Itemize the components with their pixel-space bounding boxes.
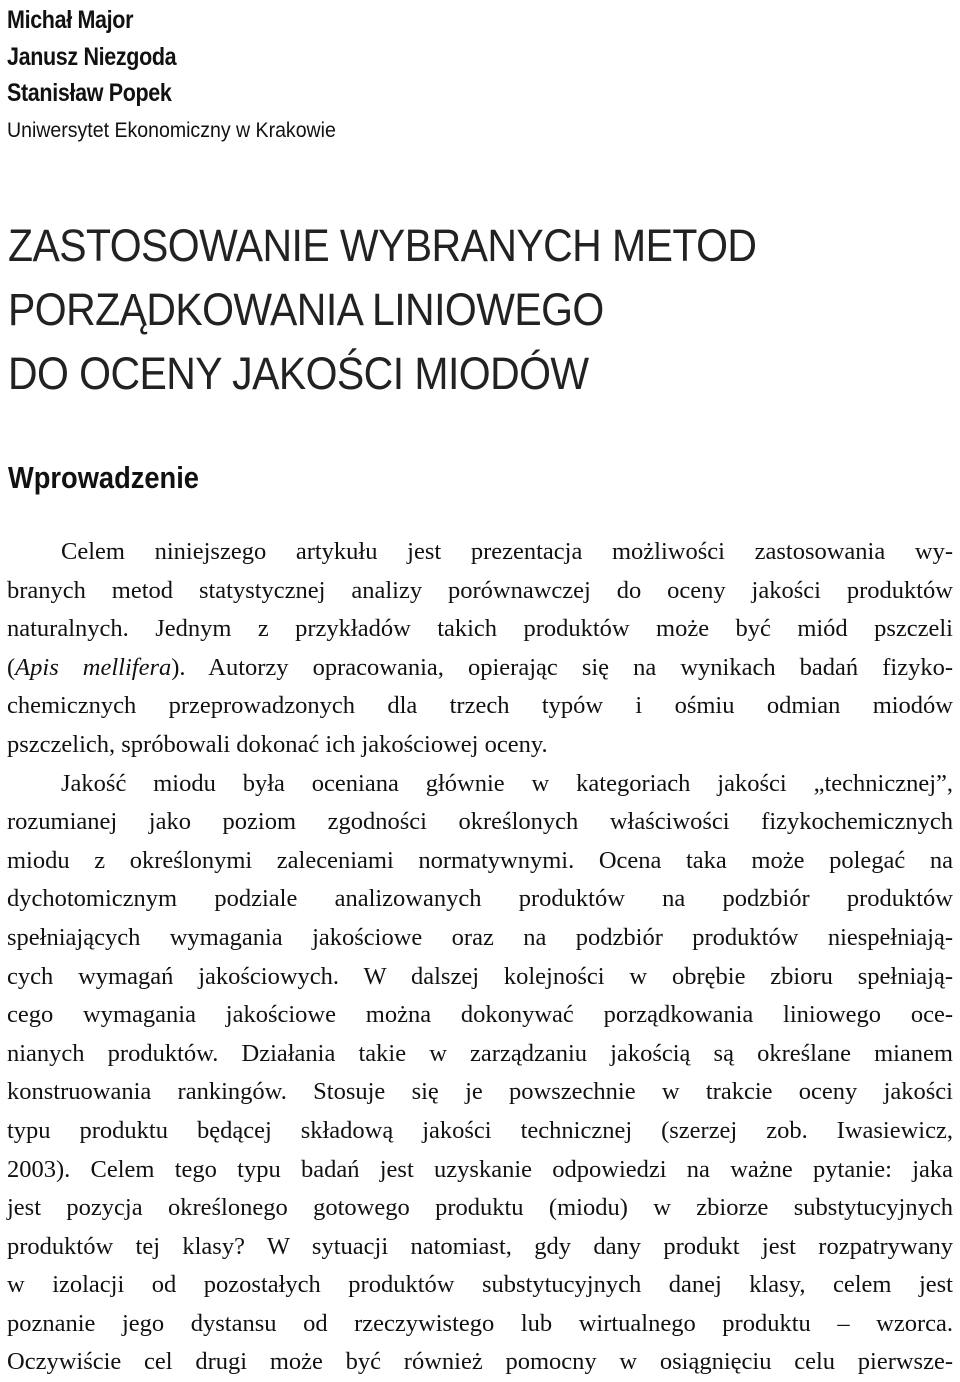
- author-name: Stanisław Popek: [7, 79, 172, 107]
- paragraph-line: dychotomicznym podziale analizowanych produktów na podzbiór produktów: [7, 885, 953, 913]
- paragraph-line: 2003). Celem tego typu badań jest uzyskanie odpowiedzi na ważne pytanie: jaka: [7, 1155, 953, 1183]
- paragraph-line: Jakość miodu była oceniana głównie w kategoriach jakości „technicznej”,: [61, 769, 953, 797]
- paragraph-line: cego wymagania jakościowe można dokonywać porządkowania liniowego oce-: [7, 1001, 953, 1029]
- paragraph-line: produktów tej klasy? W sytuacji natomiast, gdy dany produkt jest rozpatrywany: [7, 1232, 953, 1260]
- author-name: Michał Major: [7, 6, 134, 34]
- paragraph-line: konstruowania rankingów. Stosuje się je powszechnie w trakcie oceny jakości: [7, 1078, 953, 1106]
- title-line: ZASTOSOWANIE WYBRANYCH METOD: [8, 220, 757, 271]
- title-line: PORZĄDKOWANIA LINIOWEGO: [8, 284, 604, 335]
- paragraph-line: poznanie jego dystansu od rzeczywistego lub wirtualnego produktu – wzorca.: [7, 1309, 953, 1337]
- paragraph-line: miodu z określonymi zaleceniami normatywnymi. Ocena taka może polegać na: [7, 846, 953, 874]
- section-heading: Wprowadzenie: [8, 460, 199, 495]
- title-line: DO OCENY JAKOŚCI MIODÓW: [8, 348, 589, 399]
- paragraph-line: (Apis mellifera). Autorzy opracowania, opierając się na wynikach badań fizyko-: [7, 653, 953, 681]
- author-name: Janusz Niezgoda: [7, 42, 177, 71]
- paragraph-line: Celem niniejszego artykułu jest prezentacja możliwości zastosowania wy-: [61, 538, 953, 565]
- paragraph-line: nianych produktów. Działania takie w zarządzaniu jakością są określane mianem: [7, 1039, 953, 1067]
- paragraph-line: branych metod statystycznej analizy porównawczej do oceny jakości produktów: [7, 576, 953, 604]
- author-block: [7, 2, 361, 146]
- paper-title: [8, 214, 830, 406]
- paragraph-line: pszczelich, spróbowali dokonać ich jakościowej oceny.: [7, 730, 548, 758]
- paragraph-line: Oczywiście cel drugi może być również pomocny w osiągnięciu celu pierwsze-: [7, 1348, 953, 1376]
- paragraph-line: typu produktu będącej składową jakości technicznej (szerzej zob. Iwasiewicz,: [7, 1116, 953, 1144]
- affiliation: Uniwersytet Ekonomiczny w Krakowie: [7, 118, 336, 142]
- paragraph-line: spełniających wymagania jakościowe oraz na podzbiór produktów niespełniają-: [7, 923, 953, 951]
- paragraph-line: rozumianej jako poziom zgodności określonych właściwości fizykochemicznych: [7, 808, 953, 836]
- paragraph-line: cych wymagań jakościowych. W dalszej kolejności w obrębie zbioru spełniają-: [7, 962, 953, 990]
- paragraph-line: jest pozycja określonego gotowego produktu (miodu) w zbiorze substytucyjnych: [7, 1194, 953, 1222]
- paragraph-line: w izolacji od pozostałych produktów substytucyjnych danej klasy, celem jest: [7, 1271, 953, 1299]
- body-text: [7, 533, 953, 1382]
- paragraph-line: chemicznych przeprowadzonych dla trzech typów i ośmiu odmian miodów: [7, 692, 953, 720]
- paragraph-line: naturalnych. Jednym z przykładów takich produktów może być miód pszczeli: [7, 615, 953, 643]
